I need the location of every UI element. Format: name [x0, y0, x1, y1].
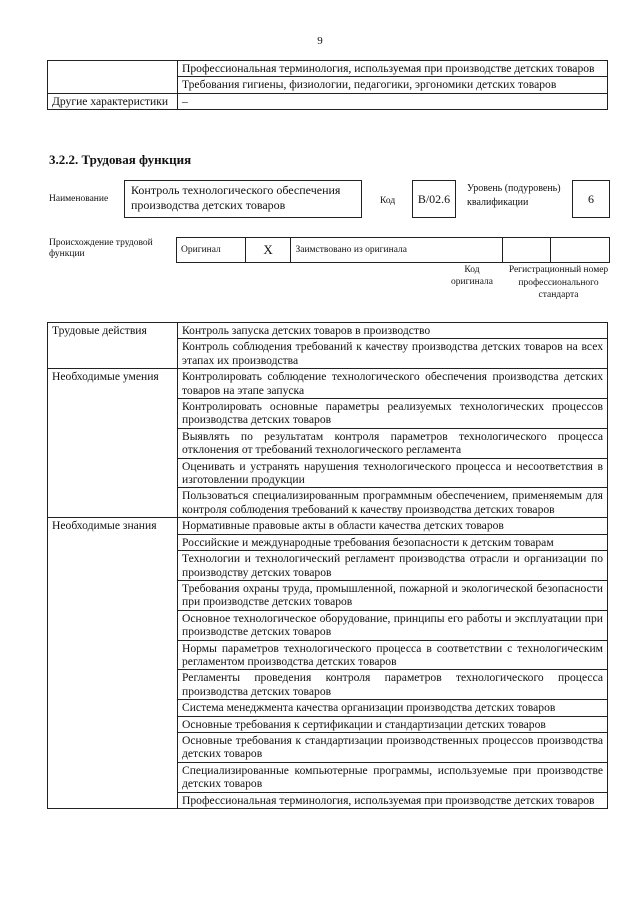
section-title: 3.2.2. Трудовая функция — [49, 152, 192, 167]
top-table-cell: Требования гигиены, физиологии, педагогики, эргономики детских товаров — [178, 77, 608, 93]
group-label-labor-actions: Трудовые действия — [48, 323, 178, 369]
code-original-cell — [503, 238, 551, 262]
code-value: B/02.6 — [412, 180, 456, 218]
table-cell: Нормативные правовые акты в области качества детских товаров — [178, 518, 608, 534]
function-name-value: Контроль технологического обеспечения производства детских товаров — [124, 180, 362, 218]
table-cell: Основные требования к стандартизации производственных процессов производства детских товаров — [178, 732, 608, 762]
origin-row — [176, 237, 610, 263]
top-table-cell: – — [178, 93, 608, 109]
table-cell: Контролировать соблюдение технологического обеспечения производства детских товаров на этапе запуска — [178, 369, 608, 399]
table-cell: Специализированные компьютерные программы, используемые при производстве детских товаров — [178, 762, 608, 792]
reg-number-label: Регистрационный номер профессионального стандарта — [508, 265, 609, 300]
level-label: Уровень (подуровень) квалификации — [467, 183, 561, 208]
table-cell: Контроль соблюдения требований к качеству производства детских товаров на всех этапах их производства — [178, 339, 608, 369]
top-table — [47, 60, 608, 110]
table-cell: Технологии и технологический регламент производства отрасли и организации по производству детских товаров — [178, 551, 608, 581]
table-cell: Профессиональная терминология, используемая при производстве детских товаров — [178, 792, 608, 808]
table-cell: Выявлять по результатам контроля параметров технологического процесса отклонения от требований технологического регламента — [178, 428, 608, 458]
table-cell: Контроль запуска детских товаров в производство — [178, 323, 608, 339]
name-label: Наименование — [49, 194, 109, 204]
top-table-label-empty — [48, 61, 178, 94]
table-cell: Регламенты проведения контроля параметров технологического процесса производства детских товаров — [178, 670, 608, 700]
top-table-cell: Профессиональная терминология, используемая при производстве детских товаров — [178, 61, 608, 77]
table-cell: Оценивать и устранять нарушения технологического процесса и несоответствия в изготовлении продукции — [178, 458, 608, 488]
borrowed-label: Заимствовано из оригинала — [291, 238, 503, 262]
level-value: 6 — [572, 180, 610, 218]
table-cell: Основные требования к сертификации и стандартизации детских товаров — [178, 716, 608, 732]
origin-label: Происхождение трудовой функции — [49, 238, 153, 259]
code-original-label: Код оригинала — [451, 265, 493, 287]
original-label: Оригинал — [177, 238, 246, 262]
page-number: 9 — [317, 35, 323, 47]
main-table — [47, 322, 608, 809]
group-label-knowledge: Необходимые знания — [48, 518, 178, 809]
table-cell: Система менеджмента качества организации производства детских товаров — [178, 700, 608, 716]
code-label: Код — [380, 196, 396, 206]
table-cell: Российские и международные требования безопасности к детским товарам — [178, 534, 608, 550]
reg-number-cell — [551, 238, 609, 262]
table-cell: Нормы параметров технологического процесса в соответствии с технологическим регламентом производства детских товаров — [178, 640, 608, 670]
top-table-label: Другие характеристики — [48, 93, 178, 109]
table-cell: Контролировать основные параметры реализуемых технологических процессов производства детских товаров — [178, 399, 608, 429]
original-mark: X — [246, 238, 292, 262]
table-cell: Требования охраны труда, промышленной, пожарной и экологической безопасности при производстве детских товаров — [178, 580, 608, 610]
table-cell: Основное технологическое оборудование, принципы его работы и эксплуатации при производстве детских товаров — [178, 610, 608, 640]
group-label-skills: Необходимые умения — [48, 369, 178, 518]
table-cell: Пользоваться специализированным программным обеспечением, применяемым для контроля соблюдения требований к качеству производства детских товаров — [178, 488, 608, 518]
